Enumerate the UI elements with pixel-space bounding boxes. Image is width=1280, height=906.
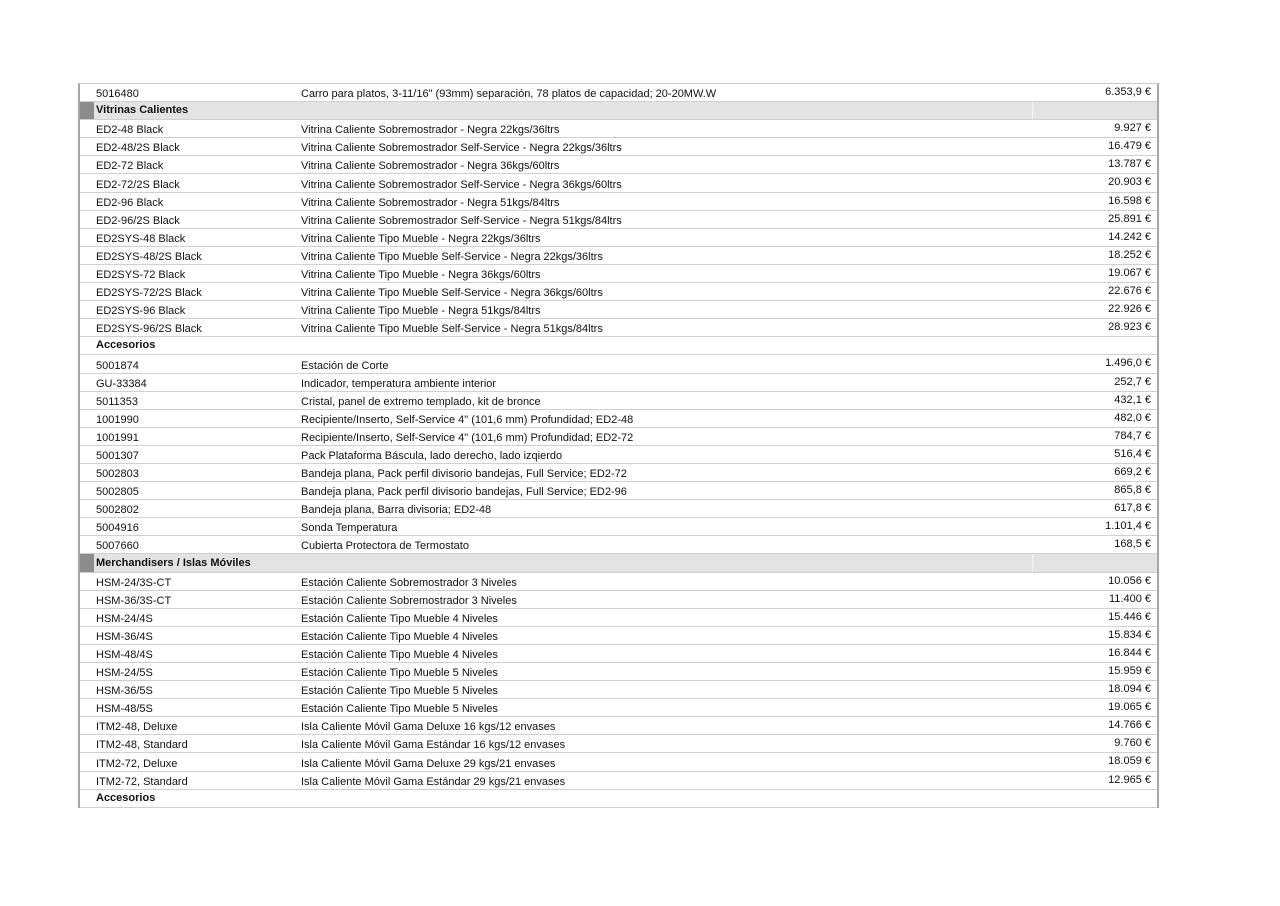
product-description: Vitrina Caliente Sobremostrador Self-Service - Negra 36kgs/60ltrs xyxy=(301,178,622,191)
table-row xyxy=(80,283,1157,301)
product-code: ED2SYS-96/2S Black xyxy=(96,323,202,336)
product-code: ED2-72 Black xyxy=(96,160,164,173)
product-price: 482,0 € xyxy=(1114,411,1151,424)
product-price: 18.252 € xyxy=(1108,248,1151,261)
product-description: Vitrina Caliente Tipo Mueble Self-Service - Negra 36kgs/60ltrs xyxy=(301,287,603,300)
section-title: Accesorios xyxy=(96,791,156,804)
product-code: HSM-36/3S-CT xyxy=(96,594,172,607)
product-price: 432,1 € xyxy=(1114,393,1151,406)
product-description: Pack Plataforma Báscula, lado derecho, lado izqierdo xyxy=(301,449,563,462)
product-price: 617,8 € xyxy=(1114,502,1151,515)
product-price: 14.242 € xyxy=(1108,230,1151,243)
product-price: 22.676 € xyxy=(1108,285,1151,298)
product-code: 1001990 xyxy=(96,413,139,426)
product-description: Bandeja plana, Pack perfil divisorio bandejas, Full Service; ED2-72 xyxy=(301,468,627,481)
product-description: Bandeja plana, Pack perfil divisorio bandejas, Full Service; ED2-96 xyxy=(301,486,627,499)
product-code: HSM-36/5S xyxy=(96,685,153,698)
product-description: Indicador, temperatura ambiente interior xyxy=(301,377,497,390)
product-code: ED2-96 Black xyxy=(96,196,164,209)
product-code: ED2SYS-96 Black xyxy=(96,305,186,318)
product-description: Isla Caliente Móvil Gama Estándar 29 kgs/21 envases xyxy=(301,775,566,788)
table-row xyxy=(80,138,1157,156)
section-title: Merchandisers / Islas Móviles xyxy=(96,556,251,569)
product-price: 1.101,4 € xyxy=(1105,520,1151,533)
product-price: 10.056 € xyxy=(1108,574,1151,587)
table-row xyxy=(80,573,1157,591)
product-code: ED2SYS-48/2S Black xyxy=(96,250,202,263)
table-row xyxy=(80,753,1157,771)
table-row xyxy=(80,355,1157,373)
product-description: Isla Caliente Móvil Gama Deluxe 29 kgs/21 envases xyxy=(301,757,556,770)
product-price: 168,5 € xyxy=(1114,538,1151,551)
product-code: HSM-24/5S xyxy=(96,667,153,680)
product-description: Isla Caliente Móvil Gama Deluxe 16 kgs/12 envases xyxy=(301,721,556,734)
table-row xyxy=(80,301,1157,319)
product-code: GU-33384 xyxy=(96,377,147,390)
product-description: Estación Caliente Tipo Mueble 4 Niveles xyxy=(301,649,498,661)
product-description: Vitrina Caliente Sobremostrador - Negra 22kgs/36ltrs xyxy=(301,124,560,137)
product-price: 13.787 € xyxy=(1108,158,1151,171)
table-row xyxy=(80,663,1157,681)
product-price: 28.923 € xyxy=(1108,321,1151,334)
product-code: 5011353 xyxy=(96,395,139,408)
product-code: 5002802 xyxy=(96,504,139,517)
product-price: 15.834 € xyxy=(1108,628,1151,641)
product-description: Estación Caliente Tipo Mueble 4 Niveles xyxy=(301,612,498,625)
product-price: 18.094 € xyxy=(1108,683,1151,696)
product-code: 5016480 xyxy=(96,88,139,101)
product-code: 5007660 xyxy=(96,540,139,553)
table-row xyxy=(80,247,1157,265)
table-row xyxy=(80,627,1157,645)
product-code: ED2-48/2S Black xyxy=(96,142,180,155)
product-price: 20.903 € xyxy=(1108,176,1151,189)
product-price: 16.598 € xyxy=(1108,194,1151,207)
product-price: 669,2 € xyxy=(1114,465,1151,478)
product-code: 5001874 xyxy=(96,359,139,372)
table-row xyxy=(80,681,1157,699)
product-code: HSM-36/4S xyxy=(96,630,153,643)
product-code: ED2SYS-72 Black xyxy=(96,269,186,282)
product-description: Vitrina Caliente Sobremostrador - Negra 36kgs/60ltrs xyxy=(301,160,560,173)
section-title: Vitrinas Calientes xyxy=(96,104,189,117)
product-price: 252,7 € xyxy=(1114,375,1151,388)
table-row xyxy=(80,446,1157,464)
product-price: 16.479 € xyxy=(1108,140,1151,153)
product-code: ED2-72/2S Black xyxy=(96,178,180,191)
product-code: 5002803 xyxy=(96,468,139,481)
product-description: Cristal, panel de extremo templado, kit de bronce xyxy=(301,395,541,408)
product-code: HSM-48/5S xyxy=(96,703,153,716)
product-description: Vitrina Caliente Tipo Mueble - Negra 51kgs/84ltrs xyxy=(301,305,541,318)
product-code: 5002805 xyxy=(96,486,139,499)
product-price: 9.760 € xyxy=(1114,737,1151,750)
table-row xyxy=(80,319,1157,337)
table-row xyxy=(80,591,1157,609)
product-price: 18.059 € xyxy=(1108,755,1151,768)
product-price: 14.766 € xyxy=(1108,719,1151,732)
product-description: Vitrina Caliente Sobremostrador Self-Service - Negra 51kgs/84ltrs xyxy=(301,214,622,227)
table-row xyxy=(80,374,1157,392)
product-description: Bandeja plana, Barra divisoria; ED2-48 xyxy=(301,504,492,517)
section-header-row xyxy=(80,554,1157,572)
product-price: 15.446 € xyxy=(1108,610,1151,623)
product-price: 865,8 € xyxy=(1114,484,1151,497)
product-price: 9.927 € xyxy=(1114,122,1151,135)
product-code: 5001307 xyxy=(96,449,139,462)
product-code: HSM-24/3S-CT xyxy=(96,576,172,589)
product-description: Estación Caliente Tipo Mueble 4 Niveles xyxy=(301,630,498,643)
product-code: ITM2-48, Standard xyxy=(96,739,188,752)
table-row xyxy=(80,645,1157,663)
product-description: Vitrina Caliente Tipo Mueble - Negra 22kgs/36ltrs xyxy=(301,232,541,245)
product-code: ED2-48 Black xyxy=(96,124,164,137)
price-list-table xyxy=(78,83,1159,808)
product-price: 6.353,9 € xyxy=(1105,86,1151,98)
product-description: Estación Caliente Tipo Mueble 5 Niveles xyxy=(301,667,498,680)
product-description: Estación Caliente Sobremostrador 3 Niveles xyxy=(301,594,517,607)
table-row xyxy=(80,265,1157,283)
table-row xyxy=(80,229,1157,247)
product-description: Vitrina Caliente Sobremostrador - Negra 51kgs/84ltrs xyxy=(301,196,560,209)
product-code: ED2SYS-72/2S Black xyxy=(96,287,202,300)
product-price: 19.065 € xyxy=(1108,701,1151,714)
table-row xyxy=(80,156,1157,174)
product-description: Sonda Temperatura xyxy=(301,522,398,535)
product-price: 784,7 € xyxy=(1114,429,1151,442)
product-description: Recipiente/Inserto, Self-Service 4" (101,6 mm) Profundidad; ED2-48 xyxy=(301,413,634,426)
table-row xyxy=(80,500,1157,518)
section-header-row xyxy=(80,337,1157,355)
table-row xyxy=(80,211,1157,229)
product-description: Carro para platos, 3-11/16" (93mm) separación, 78 platos de capacidad; 20-20MW.W xyxy=(301,88,717,101)
product-description: Isla Caliente Móvil Gama Estándar 16 kgs/12 envases xyxy=(301,739,566,752)
table-row xyxy=(80,699,1157,717)
product-code: HSM-48/4S xyxy=(96,649,153,661)
product-description: Estación Caliente Tipo Mueble 5 Niveles xyxy=(301,703,498,716)
product-price: 25.891 € xyxy=(1108,212,1151,225)
product-code: ITM2-72, Standard xyxy=(96,775,188,788)
product-description: Estación Caliente Tipo Mueble 5 Niveles xyxy=(301,685,498,698)
table-row xyxy=(80,428,1157,446)
table-row xyxy=(80,464,1157,482)
table-row xyxy=(80,392,1157,410)
table-row xyxy=(80,717,1157,735)
product-description: Vitrina Caliente Tipo Mueble Self-Service - Negra 22kgs/36ltrs xyxy=(301,250,603,263)
table-row xyxy=(80,84,1157,102)
product-description: Vitrina Caliente Tipo Mueble - Negra 36kgs/60ltrs xyxy=(301,269,541,282)
product-price: 22.926 € xyxy=(1108,303,1151,316)
product-description: Estación Caliente Sobremostrador 3 Niveles xyxy=(301,576,517,589)
product-code: 5004916 xyxy=(96,522,139,535)
product-description: Vitrina Caliente Sobremostrador Self-Service - Negra 22kgs/36ltrs xyxy=(301,142,622,155)
product-code: ITM2-48, Deluxe xyxy=(96,721,178,734)
product-description: Estación de Corte xyxy=(301,359,389,372)
product-description: Recipiente/Inserto, Self-Service 4" (101,6 mm) Profundidad; ED2-72 xyxy=(301,431,634,444)
table-row xyxy=(80,536,1157,554)
table-row xyxy=(80,482,1157,500)
product-code: ITM2-72, Deluxe xyxy=(96,757,178,770)
product-price: 516,4 € xyxy=(1114,447,1151,460)
section-header-row xyxy=(80,790,1157,808)
product-price: 1.496,0 € xyxy=(1105,357,1151,370)
table-row xyxy=(80,518,1157,536)
table-row xyxy=(80,174,1157,192)
product-price: 16.844 € xyxy=(1108,646,1151,659)
product-price: 15.959 € xyxy=(1108,665,1151,677)
table-row xyxy=(80,735,1157,753)
product-price: 11.400 € xyxy=(1108,592,1151,605)
table-row xyxy=(80,193,1157,211)
table-row xyxy=(80,410,1157,428)
table-row xyxy=(80,120,1157,138)
table-row xyxy=(80,609,1157,627)
product-code: 1001991 xyxy=(96,431,139,444)
product-price: 12.965 € xyxy=(1108,773,1151,786)
product-description: Vitrina Caliente Tipo Mueble Self-Service - Negra 51kgs/84ltrs xyxy=(301,323,603,336)
product-description: Cubierta Protectora de Termostato xyxy=(301,540,469,553)
section-header-row xyxy=(80,102,1157,120)
product-code: HSM-24/4S xyxy=(96,612,153,625)
product-code: ED2-96/2S Black xyxy=(96,214,180,227)
product-price: 19.067 € xyxy=(1108,266,1151,279)
product-code: ED2SYS-48 Black xyxy=(96,232,186,245)
section-title: Accesorios xyxy=(96,339,156,352)
table-row xyxy=(80,772,1157,790)
